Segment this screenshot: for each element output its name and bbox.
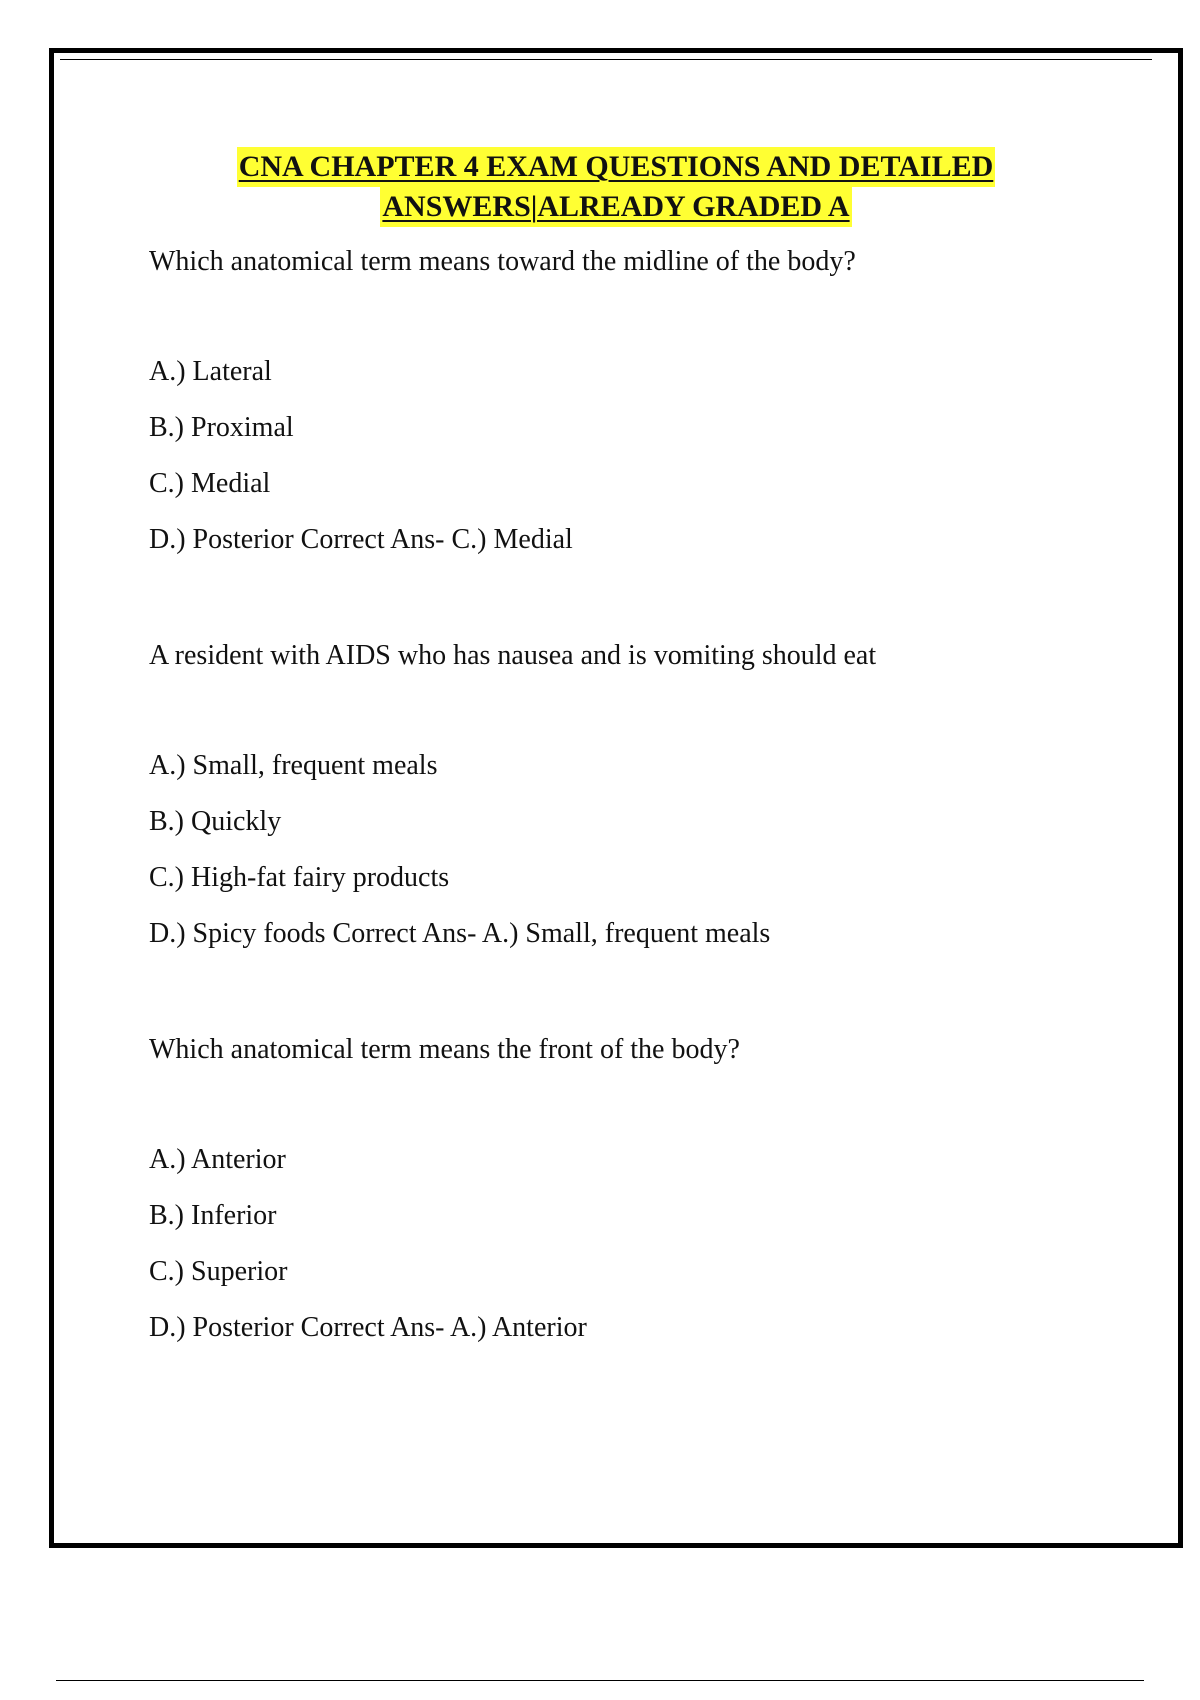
- option-b: B.) Quickly: [149, 806, 282, 837]
- option-b: B.) Inferior: [149, 1200, 277, 1231]
- option-b: B.) Proximal: [149, 412, 294, 443]
- option-d-with-answer: D.) Spicy foods Correct Ans- A.) Small, frequent meals: [149, 918, 771, 949]
- question-1: [149, 245, 1149, 579]
- top-rule: [60, 59, 1152, 60]
- answer-options: [149, 1143, 1149, 1345]
- option-d-with-answer: D.) Posterior Correct Ans- A.) Anterior: [149, 1312, 587, 1343]
- footer-rule: [56, 1680, 1144, 1681]
- page-border: [49, 48, 1183, 1548]
- question-text: Which anatomical term means the front of the body?: [149, 1034, 740, 1065]
- option-c: C.) Superior: [149, 1256, 288, 1287]
- option-c: C.) High-fat fairy products: [149, 862, 450, 893]
- option-a: A.) Small, frequent meals: [149, 750, 438, 781]
- answer-options: [149, 749, 1149, 951]
- question-text: Which anatomical term means toward the midline of the body?: [149, 246, 856, 277]
- option-a: A.) Lateral: [149, 356, 272, 387]
- option-c: C.) Medial: [149, 468, 271, 499]
- question-2: [149, 639, 1149, 973]
- option-a: A.) Anterior: [149, 1144, 286, 1175]
- title-line-2: ANSWERS|ALREADY GRADED A: [380, 187, 851, 227]
- title-line-1: CNA CHAPTER 4 EXAM QUESTIONS AND DETAILED: [237, 147, 996, 187]
- document-title: [54, 147, 1178, 227]
- answer-options: [149, 355, 1149, 557]
- question-3: [149, 1033, 1149, 1367]
- question-text: A resident with AIDS who has nausea and is vomiting should eat: [149, 640, 877, 671]
- option-d-with-answer: D.) Posterior Correct Ans- C.) Medial: [149, 524, 573, 555]
